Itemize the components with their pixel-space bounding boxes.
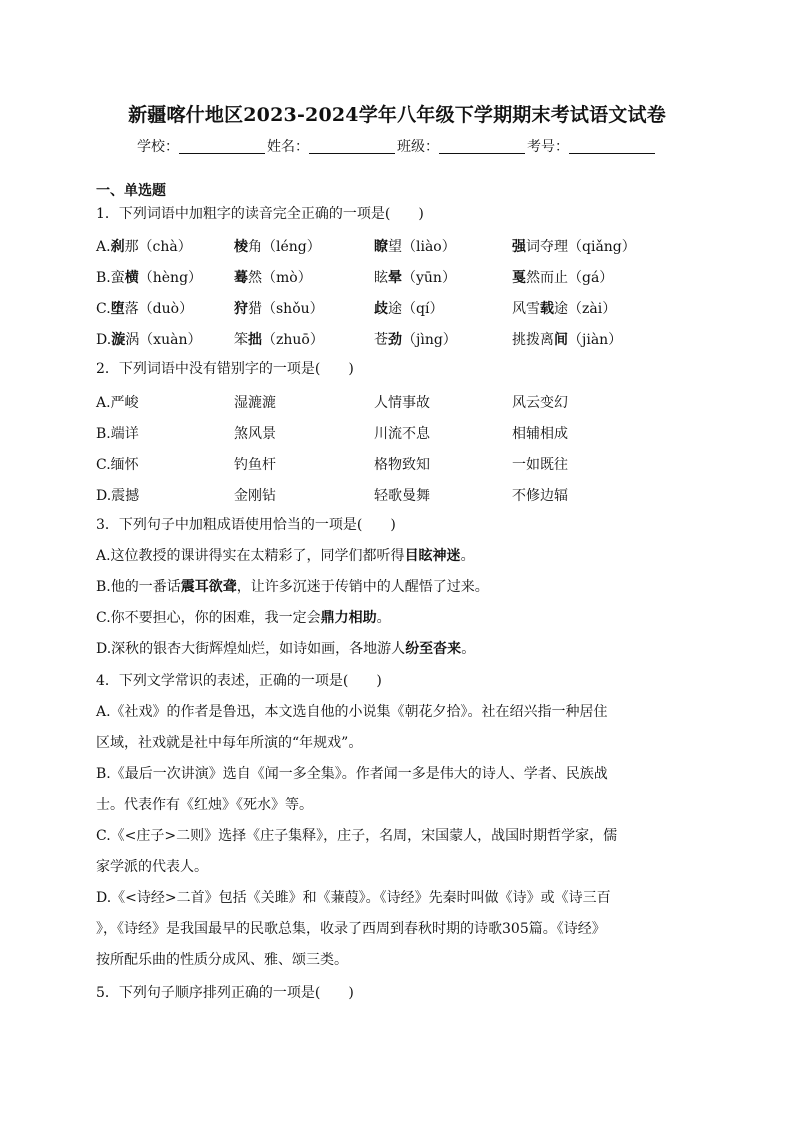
option-cell: [234, 298, 324, 318]
option-cell: 风云变幻: [512, 395, 568, 411]
option-cell: [374, 329, 457, 349]
pinyin-text: （yūn）: [402, 270, 456, 286]
option-text-line: C.《<庄子>二则》选择《庄子集释》，庄子，名周，宋国蒙人，战国时期哲学家，儒: [96, 828, 618, 844]
plain-text: ，让许多沉迷于传销中的人醒悟了过来。: [236, 579, 489, 595]
option-label: C.: [96, 301, 111, 317]
bold-character: 晕: [388, 270, 402, 286]
option-cell: 不修边辐: [512, 488, 568, 504]
option-sentence[interactable]: [96, 640, 475, 658]
bold-character: 瞭: [374, 239, 388, 255]
bold-idiom: 震耳欲聋: [180, 579, 237, 595]
pinyin-text: 词夺理（qiǎng）: [526, 239, 636, 255]
pinyin-text: 那（chà）: [124, 239, 192, 255]
option-text-line: A.《社戏》的作者是鲁迅，本文选自他的小说集《朝花夕拾》。社在绍兴指一种居住: [96, 704, 608, 720]
bold-character: 横: [124, 270, 139, 286]
school-blank[interactable]: [179, 139, 265, 154]
option-cell: 川流不息: [374, 426, 430, 442]
option-cell: [512, 236, 636, 256]
bold-idiom: 目眩神迷: [404, 548, 461, 564]
option-cell: [96, 298, 193, 318]
option-cell: [374, 236, 456, 256]
option-cell: [374, 298, 443, 318]
bold-idiom: 鼎力相助: [320, 610, 377, 626]
bold-idiom: 纷至沓来: [405, 641, 462, 657]
number-blank[interactable]: [569, 139, 655, 154]
option-sentence[interactable]: [96, 578, 489, 596]
plain-text: 笨: [234, 332, 248, 348]
bold-character: 载: [540, 301, 554, 317]
option-sentence[interactable]: [96, 609, 391, 627]
option-cell: 钓鱼杆: [234, 457, 276, 473]
option-text-line: 区域，社戏就是社中每年所演的“年规戏”。: [96, 735, 363, 751]
class-blank[interactable]: [439, 139, 525, 154]
bold-character: 蓦: [234, 270, 248, 286]
question-3-stem: 3．下列句子中加粗成语使用恰当的一项是( ): [96, 517, 396, 533]
option-cell: 一如既往: [512, 457, 568, 473]
pinyin-text: 途（zài）: [554, 301, 617, 317]
bold-character: 漩: [111, 332, 126, 348]
pinyin-text: 然（mò）: [248, 270, 312, 286]
option-text-line: 按所配乐曲的性质分成风、雅、颂三类。: [96, 952, 348, 968]
option-text-line: 》，《诗经》是我国最早的民歌总集，收录了西周到春秋时期的诗歌305篇。《诗经》: [96, 921, 606, 937]
plain-text: 。: [461, 641, 476, 657]
pinyin-text: （jiàn）: [568, 332, 623, 348]
plain-text: 风雪: [512, 301, 540, 317]
question-4-stem: 4．下列文学常识的表述，正确的一项是( ): [96, 673, 382, 689]
pinyin-text: 然而止（gá）: [526, 270, 614, 286]
option-cell: 煞风景: [234, 426, 276, 442]
option-text-line: D.《<诗经>二首》包括《关雎》和《蒹葭》。《诗经》先秦时叫做《诗》或《诗三百: [96, 890, 611, 906]
option-cell: [234, 236, 321, 256]
plain-text: C.你不要担心，你的困难，我一定会: [96, 610, 321, 626]
plain-text: 眩: [374, 270, 388, 286]
bold-character: 刹: [110, 239, 125, 255]
question-5-stem: 5．下列句子顺序排列正确的一项是( ): [96, 985, 354, 1001]
page-title: 新疆喀什地区2023-2024学年八年级下学期期末考试语文试卷: [128, 104, 666, 126]
pinyin-text: （zhuō）: [262, 332, 324, 348]
option-text-line: B.《最后一次讲演》选自《闻一多全集》。作者闻一多是伟大的诗人、学者、民族战: [96, 766, 608, 782]
option-cell: [96, 329, 201, 349]
option-cell: [234, 267, 312, 287]
class-label: 班级：: [397, 139, 439, 155]
pinyin-text: 猎（shǒu）: [248, 301, 324, 317]
option-label: D.: [96, 332, 112, 348]
option-cell: 金刚钻: [234, 488, 276, 504]
option-cell: 轻歌曼舞: [374, 488, 430, 504]
plain-text: B.他的一番话: [96, 579, 181, 595]
name-blank[interactable]: [309, 139, 395, 154]
plain-text: A.这位教授的课讲得实在太精彩了，同学们都听得: [96, 548, 405, 564]
plain-text: 。: [460, 548, 475, 564]
section-heading: 一、单选题: [96, 183, 166, 199]
option-cell: D.震撼: [96, 488, 140, 504]
name-label: 姓名：: [267, 139, 309, 155]
option-text-line: 士。代表作有《红烛》《死水》等。: [96, 797, 313, 813]
option-cell: [512, 267, 613, 287]
plain-text: D.深秋的银杏大街辉煌灿烂，如诗如画，各地游人: [96, 641, 406, 657]
plain-text: 挑拨离: [512, 332, 554, 348]
option-cell: 相辅相成: [512, 426, 568, 442]
bold-character: 强: [512, 239, 526, 255]
plain-text: 蛮: [110, 270, 125, 286]
pinyin-text: 望（liào）: [388, 239, 456, 255]
bold-character: 狩: [234, 301, 248, 317]
question-1-stem: 1．下列词语中加粗字的读音完全正确的一项是( ): [96, 206, 424, 222]
bold-character: 棱: [234, 239, 248, 255]
option-cell: [96, 236, 192, 256]
option-cell: 格物致知: [374, 457, 430, 473]
pinyin-text: （hèng）: [138, 270, 203, 286]
bold-character: 拙: [248, 332, 262, 348]
option-sentence[interactable]: [96, 547, 475, 565]
pinyin-text: 落（duò）: [124, 301, 194, 317]
bold-character: 歧: [374, 301, 388, 317]
bold-character: 戛: [512, 270, 526, 286]
option-cell: [96, 267, 202, 287]
plain-text: 。: [376, 610, 391, 626]
bold-character: 堕: [110, 301, 125, 317]
pinyin-text: 途（qí）: [388, 301, 444, 317]
pinyin-text: 角（léng）: [248, 239, 321, 255]
bold-character: 劲: [388, 332, 402, 348]
option-cell: A.严峻: [96, 395, 139, 411]
bold-character: 间: [554, 332, 568, 348]
option-text-line: 家学派的代表人。: [96, 859, 208, 875]
pinyin-text: （jìng）: [402, 332, 457, 348]
option-cell: [234, 329, 324, 349]
option-cell: 湿漉漉: [234, 395, 276, 411]
school-label: 学校：: [137, 139, 179, 155]
option-label: A.: [96, 239, 111, 255]
option-cell: [512, 329, 622, 349]
number-label: 考号：: [527, 139, 569, 155]
option-cell: [374, 267, 456, 287]
option-cell: [512, 298, 616, 318]
question-2-stem: 2．下列词语中没有错别字的一项是( ): [96, 361, 354, 377]
pinyin-text: 涡（xuàn）: [125, 332, 202, 348]
option-label: B.: [96, 270, 111, 286]
option-cell: 人情事故: [374, 395, 430, 411]
option-cell: B.端详: [96, 426, 139, 442]
plain-text: 苍: [374, 332, 388, 348]
option-cell: C.缅怀: [96, 457, 139, 473]
student-info-line: [0, 136, 794, 156]
